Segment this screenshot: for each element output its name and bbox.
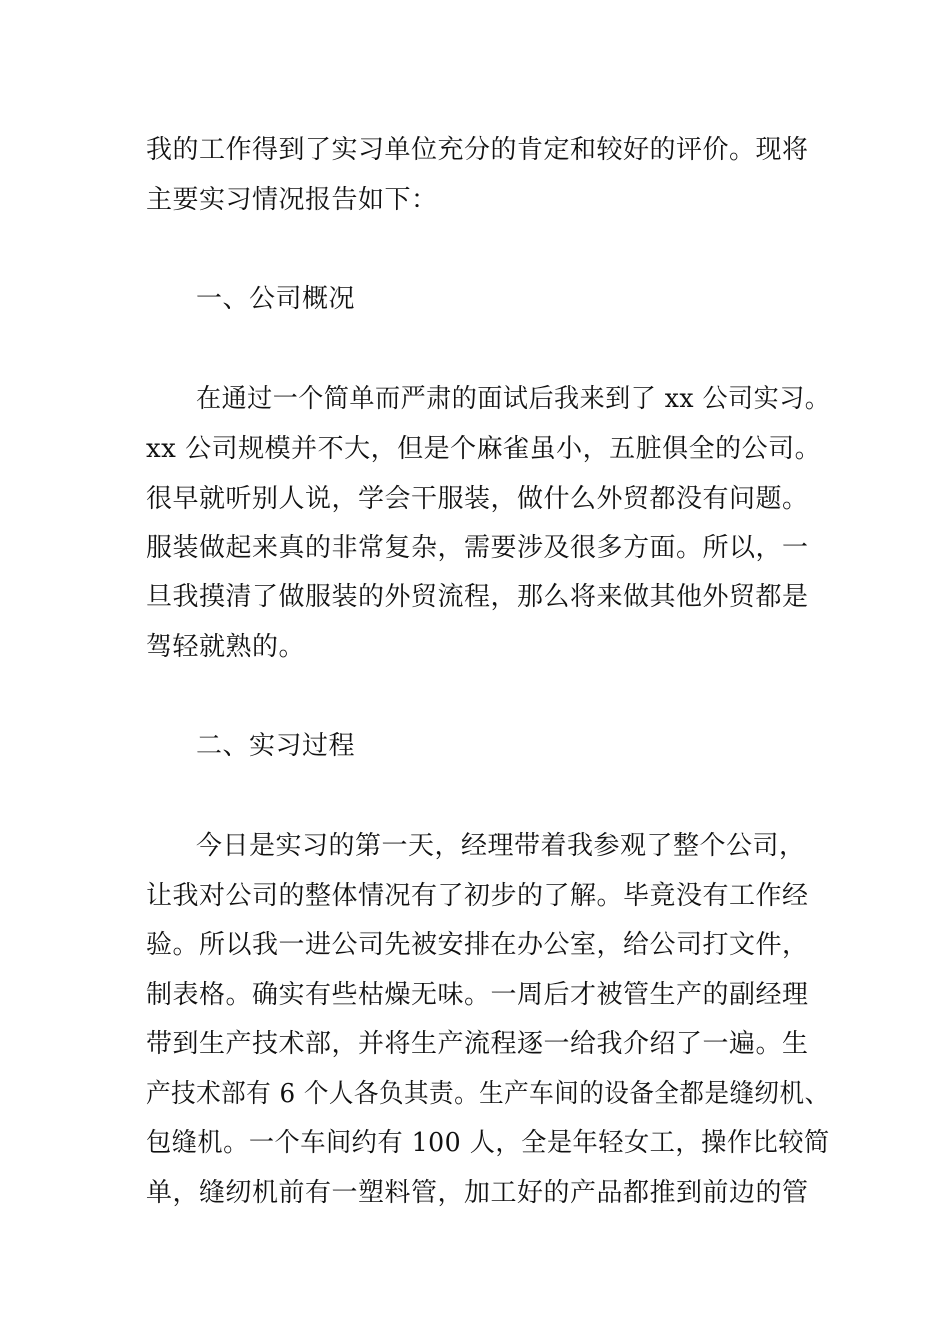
paragraph-line: 今日是实习的第一天，经理带着我参观了整个公司， (196, 831, 806, 861)
paragraph-line: 产技术部有 6 个人各负其责。生产车间的设备全都是缝纫机、 (146, 1079, 830, 1109)
section-heading-company-overview: 一、公司概况 (196, 284, 356, 314)
section-heading-internship-process: 二、实习过程 (196, 731, 356, 761)
paragraph-line: 包缝机。一个车间约有 100 人，全是年轻女工，操作比较简 (146, 1128, 830, 1158)
paragraph-line: 服装做起来真的非常复杂，需要涉及很多方面。所以，一 (146, 533, 809, 563)
paragraph-line: 驾轻就熟的。 (146, 632, 306, 662)
intro-line: 我的工作得到了实习单位充分的肯定和较好的评价。现将 (146, 135, 809, 165)
paragraph-line: xx 公司规模并不大，但是个麻雀虽小，五脏俱全的公司。 (146, 434, 822, 464)
paragraph-line: 在通过一个简单而严肃的面试后我来到了 xx 公司实习。 (196, 384, 831, 414)
intro-line: 主要实习情况报告如下： (146, 185, 438, 215)
paragraph-line: 带到生产技术部，并将生产流程逐一给我介绍了一遍。生 (146, 1029, 809, 1059)
paragraph-line: 验。所以我一进公司先被安排在办公室，给公司打文件， (146, 930, 809, 960)
paragraph-line: 单，缝纫机前有一塑料管，加工好的产品都推到前边的管 (146, 1178, 809, 1208)
paragraph-line: 旦我摸清了做服装的外贸流程，那么将来做其他外贸都是 (146, 582, 809, 612)
paragraph-line: 让我对公司的整体情况有了初步的了解。毕竟没有工作经 (146, 881, 809, 911)
paragraph-line: 制表格。确实有些枯燥无味。一周后才被管生产的副经理 (146, 980, 809, 1010)
paragraph-line: 很早就听别人说，学会干服装，做什么外贸都没有问题。 (146, 484, 809, 514)
